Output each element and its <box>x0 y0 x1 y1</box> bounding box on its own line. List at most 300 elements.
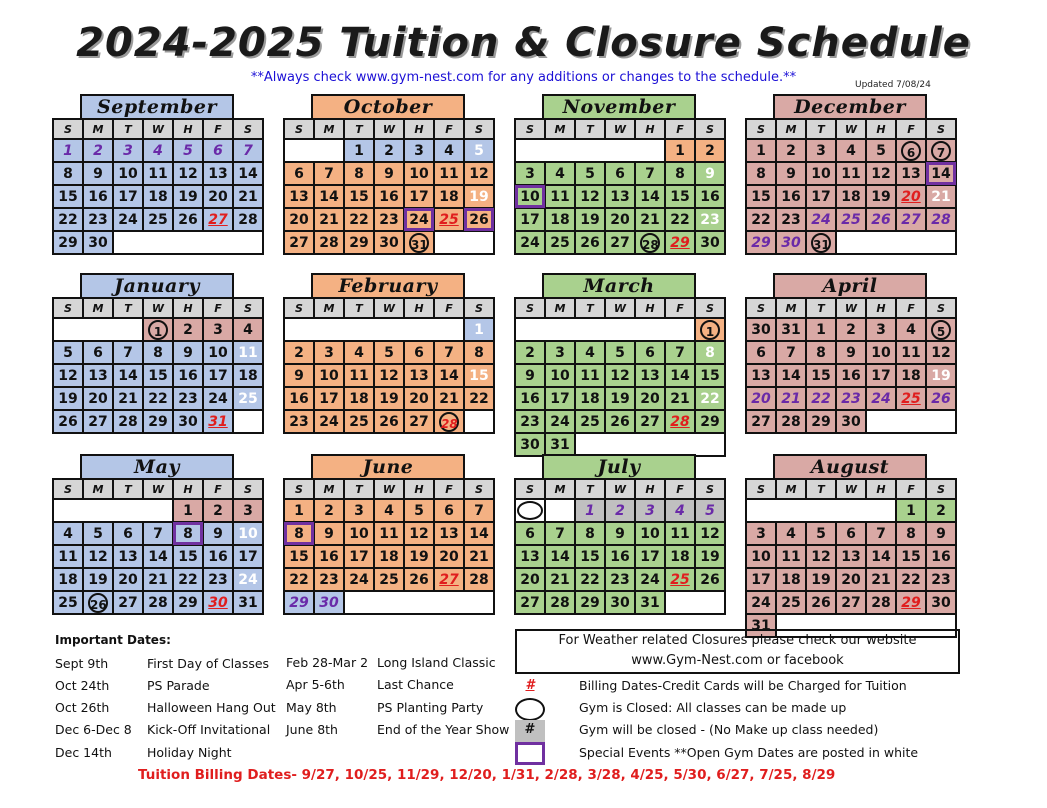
day-cell: 15 <box>344 185 374 208</box>
imp-event: Kick-Off Invitational <box>147 722 271 737</box>
day-cell: 6 <box>836 522 866 545</box>
day-cell: 30 <box>314 591 344 614</box>
day-cell: 9 <box>695 162 725 185</box>
month-table <box>52 478 264 615</box>
day-cell: 1 <box>896 499 926 522</box>
day-cell: 25 <box>53 591 83 614</box>
month-february <box>283 273 493 434</box>
day-cell: 10 <box>404 162 434 185</box>
weekday-header: T <box>575 298 605 318</box>
day-cell: 16 <box>926 545 956 568</box>
day-cell: 10 <box>314 364 344 387</box>
day-cell: 24 <box>233 568 263 591</box>
day-cell: 21 <box>926 185 956 208</box>
closed-day-circle: 26 <box>88 593 108 613</box>
day-cell: 13 <box>113 545 143 568</box>
day-cell: 14 <box>926 162 956 185</box>
day-cell: 21 <box>143 568 173 591</box>
day-cell: 18 <box>143 185 173 208</box>
legend-billing-symbol: # <box>525 678 535 693</box>
day-cell: 19 <box>374 387 404 410</box>
day-cell: 5 <box>605 341 635 364</box>
day-cell: 27 <box>896 208 926 231</box>
day-cell: 12 <box>605 364 635 387</box>
day-cell: 1 <box>746 139 776 162</box>
day-cell: 24 <box>203 387 233 410</box>
day-cell: 6 <box>284 162 314 185</box>
weekday-header: W <box>605 479 635 499</box>
weekday-header: S <box>515 479 545 499</box>
weekday-header: M <box>83 479 113 499</box>
day-cell: 24 <box>806 208 836 231</box>
day-cell: 20 <box>404 387 434 410</box>
closed-day-circle: 1 <box>700 320 720 340</box>
day-cell: 27 <box>434 568 464 591</box>
day-cell: 15 <box>284 545 314 568</box>
day-cell: 11 <box>575 364 605 387</box>
day-cell: 23 <box>374 208 404 231</box>
imp-event: Halloween Hang Out <box>147 700 276 715</box>
day-cell: 9 <box>314 522 344 545</box>
day-cell: 16 <box>836 364 866 387</box>
day-cell: 14 <box>233 162 263 185</box>
day-cell: 19 <box>695 545 725 568</box>
weekday-header: M <box>314 119 344 139</box>
weekday-header: T <box>806 119 836 139</box>
day-cell: 31 <box>203 410 233 433</box>
day-cell: 8 <box>575 522 605 545</box>
day-cell: 20 <box>83 387 113 410</box>
closed-circle-icon <box>517 501 543 520</box>
empty-cell <box>434 231 494 254</box>
day-cell: 6 <box>113 522 143 545</box>
day-cell: 14 <box>143 545 173 568</box>
day-cell: 1 <box>575 499 605 522</box>
day-cell: 15 <box>143 364 173 387</box>
day-cell: 27 <box>635 410 665 433</box>
day-cell: 11 <box>434 162 464 185</box>
day-cell: 2 <box>836 318 866 341</box>
month-table <box>52 118 264 255</box>
day-cell: 19 <box>464 185 494 208</box>
weekday-header: F <box>434 298 464 318</box>
month-table <box>514 478 726 615</box>
closed-day-circle: 28 <box>640 233 660 253</box>
weekday-header: H <box>635 298 665 318</box>
empty-cell <box>344 591 494 614</box>
month-name: July <box>542 454 696 478</box>
day-cell: 2 <box>83 139 113 162</box>
weekday-header: W <box>836 479 866 499</box>
day-cell: 31 <box>635 591 665 614</box>
weekday-header: S <box>53 298 83 318</box>
day-cell: 28 <box>314 231 344 254</box>
day-cell: 16 <box>374 185 404 208</box>
day-cell: 1 <box>53 139 83 162</box>
empty-cell <box>515 499 545 522</box>
imp-date: May 8th <box>286 700 337 715</box>
weekday-header: S <box>53 119 83 139</box>
imp-date: Oct 26th <box>55 700 110 715</box>
day-cell: 23 <box>926 568 956 591</box>
day-cell: 10 <box>113 162 143 185</box>
weekday-header: H <box>635 479 665 499</box>
day-cell: 12 <box>866 162 896 185</box>
day-cell: 25 <box>374 568 404 591</box>
empty-cell <box>575 433 725 456</box>
day-cell: 18 <box>575 387 605 410</box>
weekday-header: S <box>746 298 776 318</box>
day-cell: 26 <box>926 387 956 410</box>
day-cell: 30 <box>695 231 725 254</box>
day-cell: 30 <box>776 231 806 254</box>
day-cell: 14 <box>776 364 806 387</box>
day-cell: 19 <box>926 364 956 387</box>
day-cell: 11 <box>836 162 866 185</box>
month-name: June <box>311 454 465 478</box>
day-cell: 15 <box>665 185 695 208</box>
month-table <box>514 118 726 255</box>
day-cell: 1 <box>806 318 836 341</box>
empty-cell <box>665 591 725 614</box>
weekday-header: S <box>926 479 956 499</box>
day-cell: 3 <box>314 341 344 364</box>
month-september <box>52 94 262 255</box>
day-cell: 7 <box>464 499 494 522</box>
day-cell: 22 <box>53 208 83 231</box>
day-cell: 25 <box>836 208 866 231</box>
day-cell: 8 <box>464 341 494 364</box>
empty-cell <box>866 410 956 433</box>
day-cell: 19 <box>806 568 836 591</box>
weekday-header: W <box>605 298 635 318</box>
day-cell: 29 <box>695 410 725 433</box>
day-cell: 1 <box>284 499 314 522</box>
month-name: January <box>80 273 234 297</box>
weekday-header: W <box>374 479 404 499</box>
day-cell: 18 <box>836 185 866 208</box>
day-cell: 9 <box>374 162 404 185</box>
empty-cell <box>836 231 956 254</box>
day-cell: 23 <box>605 568 635 591</box>
day-cell: 16 <box>83 185 113 208</box>
day-cell: 29 <box>173 591 203 614</box>
day-cell: 28 <box>665 410 695 433</box>
day-cell: 30 <box>374 231 404 254</box>
day-cell: 9 <box>83 162 113 185</box>
day-cell: 16 <box>284 387 314 410</box>
day-cell: 30 <box>515 433 545 456</box>
month-march <box>514 273 724 457</box>
day-cell: 15 <box>896 545 926 568</box>
day-cell: 22 <box>746 208 776 231</box>
day-cell: 23 <box>776 208 806 231</box>
day-cell: 6 <box>605 162 635 185</box>
closed-day-circle: 7 <box>931 141 951 161</box>
day-cell: 7 <box>665 341 695 364</box>
weekday-header: M <box>776 479 806 499</box>
day-cell: 2 <box>605 499 635 522</box>
day-cell: 4 <box>53 522 83 545</box>
weekday-header: F <box>203 119 233 139</box>
closed-day-circle: 6 <box>901 141 921 161</box>
day-cell <box>896 139 926 162</box>
month-october <box>283 94 493 255</box>
day-cell: 25 <box>575 410 605 433</box>
day-cell: 30 <box>605 591 635 614</box>
month-table <box>745 297 957 434</box>
weekday-header: S <box>284 119 314 139</box>
month-june <box>283 454 493 615</box>
day-cell: 26 <box>404 568 434 591</box>
month-name: April <box>773 273 927 297</box>
day-cell: 25 <box>776 591 806 614</box>
weekday-header: F <box>896 479 926 499</box>
day-cell: 16 <box>173 364 203 387</box>
day-cell: 21 <box>635 208 665 231</box>
imp-date: Apr 5-6th <box>286 677 345 692</box>
weekday-header: S <box>926 298 956 318</box>
day-cell: 5 <box>173 139 203 162</box>
day-cell: 13 <box>284 185 314 208</box>
weekday-header: F <box>434 479 464 499</box>
day-cell: 13 <box>83 364 113 387</box>
day-cell: 6 <box>83 341 113 364</box>
imp-date: Dec 14th <box>55 745 112 760</box>
day-cell: 20 <box>113 568 143 591</box>
closed-day-circle: 1 <box>148 320 168 340</box>
weekday-header: T <box>806 298 836 318</box>
day-cell: 21 <box>113 387 143 410</box>
day-cell: 26 <box>695 568 725 591</box>
day-cell: 9 <box>776 162 806 185</box>
day-cell: 7 <box>143 522 173 545</box>
day-cell: 23 <box>83 208 113 231</box>
day-cell: 17 <box>203 364 233 387</box>
imp-date: Oct 24th <box>55 678 110 693</box>
month-name: September <box>80 94 234 118</box>
month-name: May <box>80 454 234 478</box>
day-cell: 12 <box>374 364 404 387</box>
day-cell: 5 <box>404 499 434 522</box>
day-cell: 31 <box>233 591 263 614</box>
day-cell: 11 <box>233 341 263 364</box>
weekday-header: H <box>173 119 203 139</box>
day-cell: 26 <box>464 208 494 231</box>
day-cell <box>695 318 725 341</box>
day-cell: 25 <box>344 410 374 433</box>
day-cell: 25 <box>896 387 926 410</box>
day-cell: 7 <box>776 341 806 364</box>
day-cell: 23 <box>314 568 344 591</box>
day-cell: 14 <box>113 364 143 387</box>
day-cell: 16 <box>605 545 635 568</box>
day-cell: 6 <box>434 499 464 522</box>
day-cell: 25 <box>665 568 695 591</box>
weekday-header: F <box>203 298 233 318</box>
day-cell <box>926 139 956 162</box>
empty-cell <box>284 139 344 162</box>
legend-closed-text: Gym is Closed: All classes can be made up <box>579 700 847 715</box>
day-cell: 22 <box>575 568 605 591</box>
day-cell: 9 <box>173 341 203 364</box>
day-cell: 5 <box>806 522 836 545</box>
weekday-header: F <box>665 119 695 139</box>
day-cell: 24 <box>404 208 434 231</box>
empty-cell <box>515 139 665 162</box>
weekday-header: M <box>545 119 575 139</box>
day-cell: 17 <box>113 185 143 208</box>
weekday-header: M <box>83 298 113 318</box>
day-cell: 15 <box>695 364 725 387</box>
empty-cell <box>515 318 695 341</box>
day-cell: 13 <box>746 364 776 387</box>
day-cell: 26 <box>173 208 203 231</box>
day-cell: 7 <box>314 162 344 185</box>
day-cell: 29 <box>806 410 836 433</box>
day-cell: 3 <box>635 499 665 522</box>
day-cell <box>143 318 173 341</box>
day-cell: 2 <box>515 341 545 364</box>
imp-date: Sept 9th <box>55 656 109 671</box>
page-title: 2024-2025 Tuition & Closure Schedule <box>76 20 971 66</box>
day-cell: 17 <box>746 568 776 591</box>
day-cell: 3 <box>866 318 896 341</box>
weekday-header: M <box>776 298 806 318</box>
day-cell: 5 <box>374 341 404 364</box>
day-cell <box>926 318 956 341</box>
day-cell: 18 <box>344 387 374 410</box>
day-cell: 17 <box>866 364 896 387</box>
day-cell: 17 <box>515 208 545 231</box>
day-cell: 18 <box>776 568 806 591</box>
day-cell: 29 <box>665 231 695 254</box>
weekday-header: M <box>776 119 806 139</box>
weekday-header: S <box>464 119 494 139</box>
day-cell: 11 <box>545 185 575 208</box>
day-cell: 30 <box>746 318 776 341</box>
legend-closed-symbol <box>515 698 545 721</box>
weather-line-1: For Weather related Closures please check our website <box>558 633 917 648</box>
imp-event: Holiday Night <box>147 745 232 760</box>
day-cell: 14 <box>866 545 896 568</box>
imp-date: Feb 28-Mar 2 <box>286 655 369 670</box>
day-cell: 20 <box>515 568 545 591</box>
day-cell: 15 <box>575 545 605 568</box>
legend-billing-text: Billing Dates-Credit Cards will be Charged for Tuition <box>579 678 907 693</box>
weekday-header: H <box>173 479 203 499</box>
closed-day-circle: 31 <box>811 233 831 253</box>
weekday-header: T <box>344 479 374 499</box>
day-cell <box>83 591 113 614</box>
weekday-header: W <box>836 298 866 318</box>
month-august <box>745 454 955 638</box>
day-cell: 13 <box>836 545 866 568</box>
day-cell: 23 <box>173 387 203 410</box>
legend-nomakeup-text: Gym will be closed - (No Make up class needed) <box>579 722 879 737</box>
day-cell: 17 <box>314 387 344 410</box>
day-cell: 27 <box>203 208 233 231</box>
day-cell: 5 <box>83 522 113 545</box>
day-cell <box>404 231 434 254</box>
imp-date: June 8th <box>286 722 338 737</box>
weekday-header: H <box>866 298 896 318</box>
day-cell: 13 <box>515 545 545 568</box>
weekday-header: H <box>404 119 434 139</box>
weekday-header: W <box>143 298 173 318</box>
day-cell: 27 <box>746 410 776 433</box>
day-cell: 29 <box>143 410 173 433</box>
day-cell: 25 <box>434 208 464 231</box>
day-cell: 3 <box>746 522 776 545</box>
day-cell: 21 <box>665 387 695 410</box>
weekday-header: S <box>515 119 545 139</box>
weekday-header: H <box>404 298 434 318</box>
day-cell: 30 <box>173 410 203 433</box>
day-cell: 26 <box>806 591 836 614</box>
month-table <box>745 118 957 255</box>
day-cell: 6 <box>404 341 434 364</box>
day-cell <box>635 231 665 254</box>
day-cell: 4 <box>776 522 806 545</box>
day-cell: 15 <box>53 185 83 208</box>
day-cell: 10 <box>806 162 836 185</box>
day-cell: 28 <box>464 568 494 591</box>
month-july <box>514 454 724 615</box>
day-cell: 4 <box>233 318 263 341</box>
weekday-header: H <box>866 479 896 499</box>
empty-cell <box>284 318 464 341</box>
day-cell: 15 <box>464 364 494 387</box>
day-cell: 8 <box>143 341 173 364</box>
day-cell: 10 <box>746 545 776 568</box>
day-cell: 5 <box>464 139 494 162</box>
month-name: August <box>773 454 927 478</box>
day-cell: 8 <box>806 341 836 364</box>
day-cell: 11 <box>665 522 695 545</box>
day-cell: 12 <box>695 522 725 545</box>
day-cell: 20 <box>284 208 314 231</box>
day-cell: 26 <box>53 410 83 433</box>
day-cell: 23 <box>515 410 545 433</box>
day-cell: 3 <box>545 341 575 364</box>
day-cell: 15 <box>746 185 776 208</box>
weekday-header: T <box>575 119 605 139</box>
weekday-header: S <box>695 479 725 499</box>
weekday-header: W <box>374 119 404 139</box>
day-cell: 2 <box>776 139 806 162</box>
website-note: **Always check www.gym-nest.com for any additions or changes to the schedule.** <box>250 70 797 85</box>
empty-cell <box>233 410 263 433</box>
weekday-header: S <box>284 298 314 318</box>
weekday-header: T <box>344 298 374 318</box>
empty-cell <box>464 410 494 433</box>
day-cell: 30 <box>926 591 956 614</box>
day-cell: 10 <box>635 522 665 545</box>
day-cell: 3 <box>203 318 233 341</box>
day-cell: 23 <box>695 208 725 231</box>
day-cell: 30 <box>203 591 233 614</box>
day-cell: 19 <box>866 185 896 208</box>
billing-dates: Tuition Billing Dates- 9/27, 10/25, 11/29, 12/20, 1/31, 2/28, 3/28, 4/25, 5/30, 6/27, 7/25, 8/29 <box>138 767 836 783</box>
day-cell: 2 <box>374 139 404 162</box>
day-cell: 13 <box>404 364 434 387</box>
weekday-header: F <box>434 119 464 139</box>
day-cell: 31 <box>545 433 575 456</box>
day-cell: 14 <box>545 545 575 568</box>
weekday-header: H <box>173 298 203 318</box>
day-cell: 14 <box>314 185 344 208</box>
